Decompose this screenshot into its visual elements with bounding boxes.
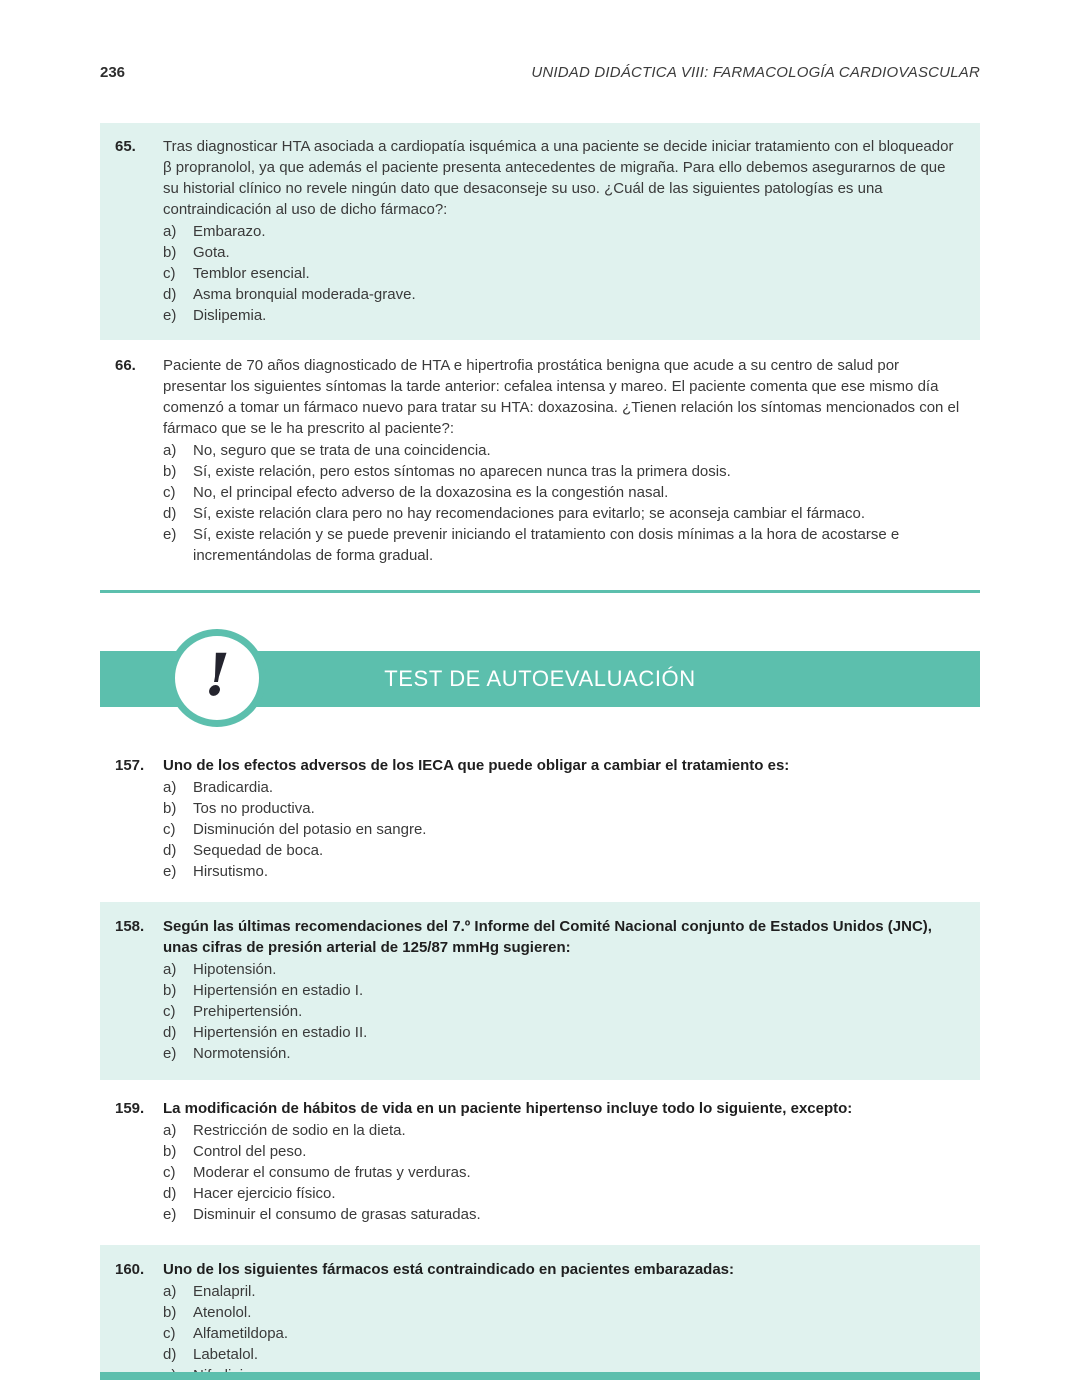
- question-options: [163, 1281, 964, 1380]
- option-letter: c): [163, 1164, 176, 1181]
- answer-option: [163, 861, 964, 882]
- answer-option: [163, 503, 964, 524]
- option-letter: c): [163, 265, 176, 282]
- question-body: [163, 916, 964, 1064]
- option-text: Hipotensión.: [193, 961, 277, 978]
- answer-option: [163, 1281, 964, 1302]
- answer-option: [163, 1141, 964, 1162]
- question-options: [163, 959, 964, 1064]
- question-body: [163, 1098, 964, 1225]
- answer-option: [163, 524, 964, 566]
- question-text: Tras diagnosticar HTA asociada a cardiopatía isquémica a una paciente se decide iniciar tratamiento con el bloqueador β propranolol, ya que además el paciente presenta antecedentes de migraña. Para ello debemos asegurarnos de que su historial clínico no revele ningún dato que desaconseje su uso. ¿Cuál de las siguientes patologías es una contraindicación al uso de dicho fármaco?:: [163, 138, 954, 218]
- option-letter: d): [163, 1024, 177, 1041]
- option-letter: d): [163, 286, 177, 303]
- option-text: Asma bronquial moderada-grave.: [193, 286, 416, 303]
- answer-option: [163, 1204, 964, 1225]
- answer-option: [163, 777, 964, 798]
- option-letter: d): [163, 505, 177, 522]
- answer-option: [163, 1022, 964, 1043]
- option-text: Hipertensión en estadio I.: [193, 982, 364, 999]
- option-letter: a): [163, 1122, 177, 1139]
- option-text: Tos no productiva.: [193, 800, 315, 817]
- option-letter: e): [163, 1045, 177, 1062]
- option-letter: a): [163, 1283, 177, 1300]
- option-text: Disminuir el consumo de grasas saturadas.: [193, 1206, 481, 1223]
- option-text: No, seguro que se trata de una coincidencia.: [193, 442, 491, 459]
- option-text: Atenolol.: [193, 1304, 252, 1321]
- option-letter: e): [163, 863, 177, 880]
- option-text: Restricción de sodio en la dieta.: [193, 1122, 406, 1139]
- option-text: Embarazo.: [193, 223, 266, 240]
- option-letter: d): [163, 1346, 177, 1363]
- option-text: Alfametildopa.: [193, 1325, 289, 1342]
- question-block: [100, 902, 980, 1080]
- option-text: Enalapril.: [193, 1283, 256, 1300]
- question-block: [100, 123, 980, 340]
- option-text: Temblor esencial.: [193, 265, 310, 282]
- option-letter: b): [163, 1304, 177, 1321]
- chapter-title: UNIDAD DIDÁCTICA VIII: FARMACOLOGÍA CARDIOVASCULAR: [531, 64, 980, 81]
- answer-option: [163, 798, 964, 819]
- option-text: Control del peso.: [193, 1143, 307, 1160]
- option-text: Sí, existe relación y se puede prevenir iniciando el tratamiento con dosis mínimas a la hora de acostarse e incrementándolas de forma gradual.: [193, 526, 900, 564]
- answer-option: [163, 482, 964, 503]
- answer-option: [163, 1344, 964, 1365]
- option-letter: a): [163, 442, 177, 459]
- question-text: Según las últimas recomendaciones del 7.º Informe del Comité Nacional conjunto de Estados Unidos (JNC), unas cifras de presión arterial de 125/87 mmHg sugieren:: [163, 918, 932, 956]
- option-letter: a): [163, 223, 177, 240]
- question-block: [100, 741, 980, 898]
- answer-option: [163, 1162, 964, 1183]
- option-letter: b): [163, 463, 177, 480]
- section-divider: [100, 590, 980, 593]
- question-options: [163, 1120, 964, 1225]
- option-text: Gota.: [193, 244, 230, 261]
- case-questions-section: [100, 123, 980, 580]
- answer-option: [163, 980, 964, 1001]
- option-text: Normotensión.: [193, 1045, 291, 1062]
- question-options: [163, 440, 964, 566]
- option-text: No, el principal efecto adverso de la doxazosina es la congestión nasal.: [193, 484, 669, 501]
- option-letter: d): [163, 1185, 177, 1202]
- answer-option: [163, 840, 964, 861]
- question-block: [100, 1245, 980, 1380]
- question-text: La modificación de hábitos de vida en un paciente hipertenso incluye todo lo siguiente, excepto:: [163, 1100, 853, 1117]
- question-number: 160.: [115, 1261, 145, 1278]
- option-text: Hacer ejercicio físico.: [193, 1185, 336, 1202]
- answer-option: [163, 1323, 964, 1344]
- option-text: Dislipemia.: [193, 307, 267, 324]
- page-header: [100, 0, 980, 81]
- option-text: Bradicardia.: [193, 779, 274, 796]
- option-letter: c): [163, 821, 176, 838]
- answer-option: [163, 263, 964, 284]
- banner-title: TEST DE AUTOEVALUACIÓN: [384, 666, 696, 691]
- option-letter: c): [163, 1003, 176, 1020]
- question-body: [163, 355, 964, 566]
- answer-option: [163, 305, 964, 326]
- option-letter: b): [163, 800, 177, 817]
- question-options: [163, 221, 964, 326]
- page-number: 236: [100, 64, 126, 81]
- option-text: Disminución del potasio en sangre.: [193, 821, 427, 838]
- option-letter: b): [163, 982, 177, 999]
- answer-option: [163, 1001, 964, 1022]
- question-body: [163, 755, 964, 882]
- option-letter: d): [163, 842, 177, 859]
- option-letter: a): [163, 779, 177, 796]
- answer-option: [163, 1120, 964, 1141]
- option-text: Sequedad de boca.: [193, 842, 324, 859]
- test-questions-section: [100, 741, 980, 1380]
- option-letter: a): [163, 961, 177, 978]
- question-body: [163, 1259, 964, 1380]
- question-number: 66.: [115, 357, 136, 374]
- option-text: Labetalol.: [193, 1346, 259, 1363]
- question-options: [163, 777, 964, 882]
- answer-option: [163, 1043, 964, 1064]
- option-letter: e): [163, 526, 177, 543]
- answer-option: [163, 1302, 964, 1323]
- answer-option: [163, 959, 964, 980]
- answer-option: [163, 1183, 964, 1204]
- answer-option: [163, 284, 964, 305]
- option-letter: c): [163, 484, 176, 501]
- question-text: Paciente de 70 años diagnosticado de HTA e hipertrofia prostática benigna que acude a su centro de salud por presentar los siguientes síntomas la tarde anterior: cefalea intensa y mareo. El paciente comenta que ese mismo día comenzó a tomar un fármaco nuevo para tratar su HTA: doxazosina. ¿Tienen relación los síntomas mencionados con el fármaco que se le ha prescrito al paciente?:: [163, 357, 960, 437]
- question-text: Uno de los efectos adversos de los IECA que puede obligar a cambiar el tratamiento es:: [163, 757, 790, 774]
- question-block: [100, 1084, 980, 1241]
- option-text: Hirsutismo.: [193, 863, 269, 880]
- next-section-banner-edge: [100, 1372, 980, 1380]
- option-letter: e): [163, 307, 177, 324]
- question-body: [163, 136, 964, 326]
- option-letter: b): [163, 244, 177, 261]
- answer-option: [163, 461, 964, 482]
- option-letter: e): [163, 1206, 177, 1223]
- option-text: Sí, existe relación, pero estos síntomas no aparecen nunca tras la primera dosis.: [193, 463, 731, 480]
- answer-option: [163, 221, 964, 242]
- question-text: Uno de los siguientes fármacos está contraindicado en pacientes embarazadas:: [163, 1261, 735, 1278]
- answer-option: [163, 819, 964, 840]
- answer-option: [163, 242, 964, 263]
- exclamation-glyph: !: [198, 641, 237, 709]
- answer-option: [163, 440, 964, 461]
- exclamation-icon: [168, 629, 266, 727]
- question-number: 157.: [115, 757, 145, 774]
- question-number: 158.: [115, 918, 145, 935]
- option-text: Hipertensión en estadio II.: [193, 1024, 368, 1041]
- option-text: Sí, existe relación clara pero no hay recomendaciones para evitarlo; se aconseja cambiar el fármaco.: [193, 505, 866, 522]
- question-block: [100, 342, 980, 580]
- question-number: 159.: [115, 1100, 145, 1117]
- option-text: Moderar el consumo de frutas y verduras.: [193, 1164, 471, 1181]
- option-text: Prehipertensión.: [193, 1003, 303, 1020]
- option-letter: b): [163, 1143, 177, 1160]
- autoevaluacion-banner: [100, 641, 980, 709]
- option-letter: c): [163, 1325, 176, 1342]
- question-number: 65.: [115, 138, 136, 155]
